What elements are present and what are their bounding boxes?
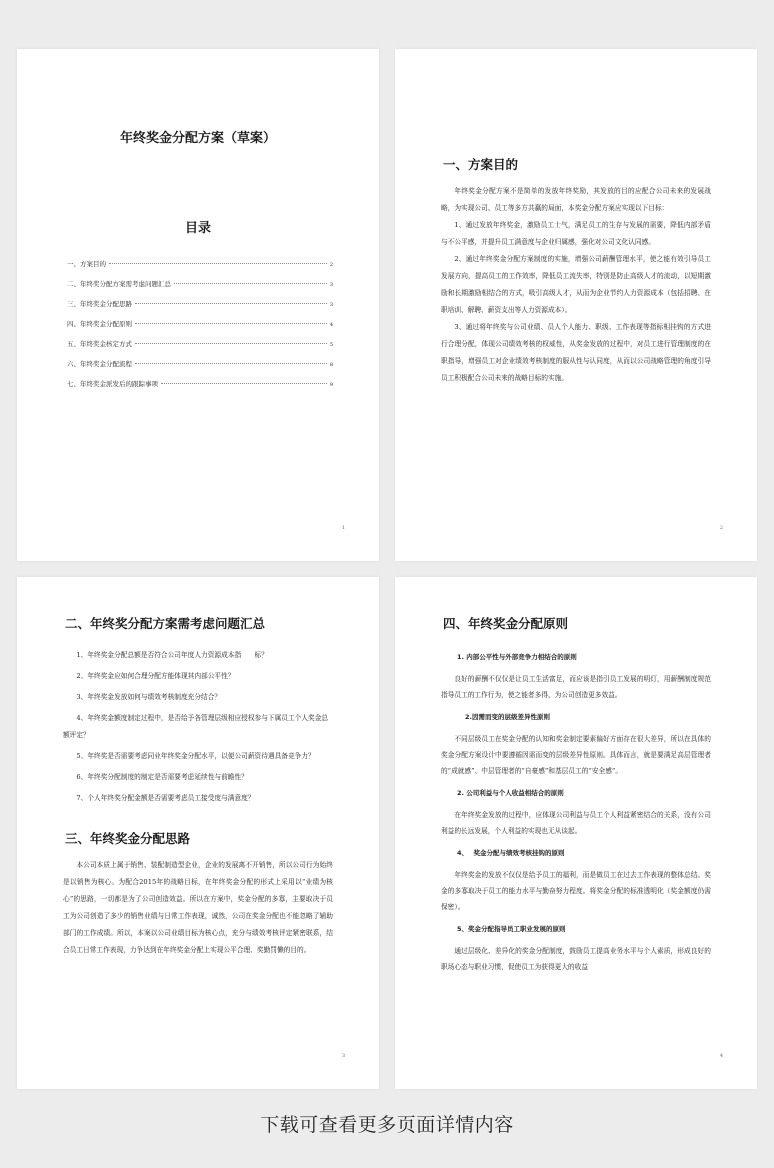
document-page-1 <box>17 49 379 561</box>
question-item: 3、年终奖金发放如何与绩效考核制度充分结合？ <box>76 693 222 701</box>
document-title: 年终奖金分配方案（草案） <box>119 131 276 146</box>
subsection-title: 2. 公司利益与个人收益相结合的原则 <box>457 789 564 797</box>
paragraph: 在年终奖金发放的过程中，应体现公司利益与员工个人利益紧密结合的关系，没有公司利益的长远发展，个人利益的实现也无从谈起。 <box>441 811 711 835</box>
toc-entry-label: 四、年终奖金分配原则 <box>67 320 132 328</box>
paragraph: 3、通过将年终奖与公司业绩、员人个人能力、职级、工作表现等指标相挂钩的方式进行合理分配，体现公司绩效考核的权威性，从奖金发放的过程中，对员工进行管理制度的在职指导，增强员工对企业绩效考核制度的服从性与认同度，从而以公司战略管理的角度引导员工积极配合公司未来的战略目标的实施。 <box>441 323 711 382</box>
document-page-2 <box>395 49 757 561</box>
section-heading: 二、年终奖分配方案需考虑问题汇总 <box>65 616 266 631</box>
page-number: 1 <box>341 525 345 531</box>
document-page-3 <box>17 577 379 1089</box>
toc-entry-label: 一、方案目的 <box>67 260 106 268</box>
toc-entry[interactable] <box>67 259 333 279</box>
table-of-contents <box>67 259 333 399</box>
toc-entry[interactable] <box>67 359 333 379</box>
toc-entry-label: 二、年终奖分配方案需考虑问题汇总 <box>67 280 171 288</box>
section-body <box>441 643 711 975</box>
toc-entry-label: 三、年终奖金分配思路 <box>67 300 132 308</box>
toc-entry-page: 5 <box>329 342 333 348</box>
question-item: 7、个人年终奖分配金额是否需要考虑员工接受度与满意度？ <box>76 794 255 802</box>
paragraph: 良好的薪酬不仅仅是让员工生活富足，而应该是指引员工发展的明灯，用薪酬制度规范指导员工的工作行为，使之能者多得，为公司创造更多效益。 <box>441 675 711 699</box>
subsection-title: 1. 内部公平性与外部竞争力相结合的原则 <box>457 653 577 661</box>
subsection-title: 2.因需而变的层级差异性原则 <box>465 713 550 721</box>
page-number: 3 <box>341 1053 345 1059</box>
toc-entry-page: 8 <box>329 362 333 368</box>
paragraph: 年终奖金的发放不仅仅是给予员工的福利，而是做员工在过去工作表现的整体总结。奖金的多寡取决于员工的能力水平与勤奋努力程度。将奖金分配的标准透明化（奖金额度仍需保密）。 <box>441 871 711 911</box>
toc-entry-page: 2 <box>329 262 333 268</box>
section-heading: 一、方案目的 <box>443 157 519 172</box>
question-list <box>63 647 333 811</box>
paragraph: 通过层级化、差异化的奖金分配制度，鼓励员工提高业务水平与个人素质，形成良好的职场心态与职业习惯，促使员工为获得更大的收益 <box>441 947 711 971</box>
section-body <box>441 183 711 387</box>
paragraph: 2、通过年终奖金分配方案制度的实施，增强公司薪酬管理水平，使之能有效引导员工发展方向，提高员工的工作效率，降低员工流失率，特别是防止高级人才的流动，以短期激励和长期激励相结合的方式，吸引高级人才，从而为企业节约人力资源成本（包括招聘、在职培训、解聘、薪资支出等人力资源成本）。 <box>441 255 711 314</box>
toc-entry-page: 3 <box>329 282 333 288</box>
question-item: 6、年终奖分配制度的制定是否需要考虑延续性与前瞻性？ <box>76 773 248 781</box>
paragraph: 年终奖金分配方案不是简单的发放年终奖励，其发放的目的应配合公司未来的发展战略，为实现公司、员工等多方共赢的局面，本奖金分配方案应实现以下目标： <box>441 187 711 212</box>
toc-entry-label: 六、年终奖金分配流程 <box>67 360 132 368</box>
section-heading: 三、年终奖金分配思路 <box>65 831 191 846</box>
section-body <box>63 857 333 959</box>
toc-title: 目录 <box>184 221 211 236</box>
paragraph: 不同层级员工在奖金分配的认知和奖金制定要素偏好方面存在很大差异，所以在具体的奖金分配方案设计中要遵循因需而变的层级差异性原则。具体而言，就是要满足高层管理者的“成就感”、中层管理者的“自豪感”和基层员工的“安全感”。 <box>441 735 711 775</box>
document-page-4 <box>395 577 757 1089</box>
toc-entry-page: 9 <box>329 382 333 388</box>
toc-entry[interactable] <box>67 319 333 339</box>
question-item: 2、年终奖金应如何合理分配方能体现其内部公平性？ <box>76 672 235 680</box>
download-caption: 下载可查看更多页面详情内容 <box>260 1114 514 1136</box>
subsection-title: 5、奖金分配指导员工职业发展的原则 <box>457 925 566 933</box>
toc-entry-page: 3 <box>329 302 333 308</box>
toc-entry-page: 4 <box>329 322 333 328</box>
paragraph: 1、通过发放年终奖金，激励员工士气，满足员工的生存与发展的需要，降低内部矛盾与不公平感，并提升员工满意度与企业归属感，强化对公司文化认同感。 <box>441 221 711 246</box>
section-heading: 四、年终奖金分配原则 <box>443 616 569 631</box>
toc-entry[interactable] <box>67 279 333 299</box>
toc-entry-label: 五、年终奖金核定方式 <box>67 340 132 348</box>
toc-entry[interactable] <box>67 339 333 359</box>
page-number: 2 <box>719 525 723 531</box>
paragraph: 本公司本质上属于销售、装配制造型企业，企业的发展离不开销售，所以公司行为始终是以销售为核心。为配合2015年的战略目标，在年终奖金分配的形式上采用以“业绩为核心”的思路，一切都是为了公司创造效益。所以在方案中，奖金分配的多寡，主要取决于员工为公司创造了多少的销售业绩与日常工作表现，诚然，公司在奖金分配也不能忽略了辅助部门的工作成绩。所以，本案以公司业绩目标为核心点，充分与绩效考核评定紧密联系，结合员工日常工作表现，力争达到在年终奖金分配上实现公平合理、奖勤罚懒的目的。 <box>63 861 333 954</box>
question-item: 5、年终奖是否需要考虑同业年终奖金分配水平，以便公司薪资待遇具备竞争力？ <box>76 752 315 760</box>
subsection-title: 4、 奖金分配与绩效考核挂钩的原则 <box>457 849 565 857</box>
question-item: 4、年终奖金额度制定过程中，是否给予各管理层级相应授权参与下属员工个人奖金总额评定？ <box>63 714 329 739</box>
toc-entry-label: 七、年终奖金派发后的跟踪事项 <box>67 380 158 388</box>
toc-entry[interactable] <box>67 299 333 319</box>
page-number: 4 <box>719 1053 723 1059</box>
toc-entry[interactable] <box>67 379 333 399</box>
question-item: 1、年终奖金分配总额是否符合公司年度人力资源成本指 标？ <box>76 651 268 659</box>
